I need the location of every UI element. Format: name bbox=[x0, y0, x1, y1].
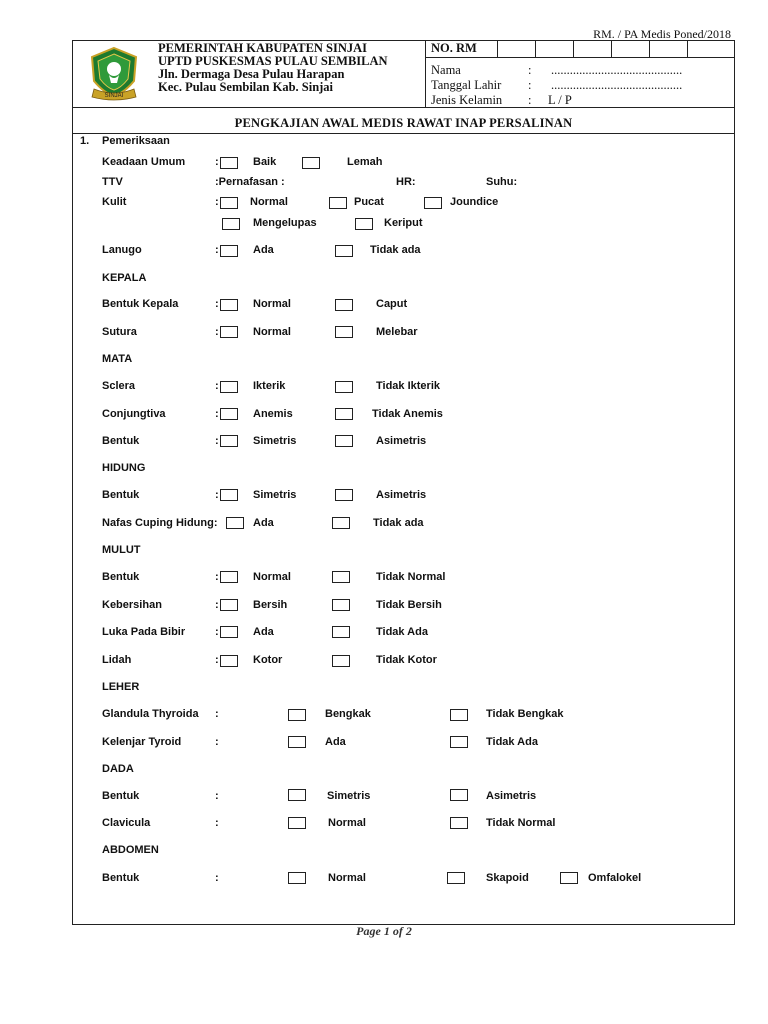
nama-label: Nama bbox=[431, 63, 461, 77]
org-line-3: Jln. Dermaga Desa Pulau Harapan bbox=[158, 67, 345, 81]
dada-asimetris-checkbox[interactable] bbox=[450, 789, 468, 801]
luka-bibir-sep: : bbox=[215, 626, 219, 638]
org-line-1: PEMERINTAH KABUPATEN SINJAI bbox=[158, 41, 368, 55]
melebar-checkbox[interactable] bbox=[335, 326, 353, 338]
nafas-cuping-label: Nafas Cuping Hidung: bbox=[102, 517, 218, 529]
sclera-label: Sclera bbox=[102, 380, 136, 392]
dada-simetris-label: Simetris bbox=[327, 790, 371, 802]
luka-bibir-label: Luka Pada Bibir bbox=[102, 626, 186, 638]
luka-bibir-ada-label: Ada bbox=[253, 626, 274, 638]
kulit-label: Kulit bbox=[102, 196, 127, 208]
abdomen-normal-checkbox[interactable] bbox=[288, 872, 306, 884]
pernafasan-label: :Pernafasan : bbox=[215, 176, 285, 188]
tidak-anemis-checkbox[interactable] bbox=[335, 408, 353, 420]
header-divider bbox=[425, 40, 426, 107]
tidak-ikterik-label: Tidak Ikterik bbox=[376, 380, 440, 392]
omfalokel-label: Omfalokel bbox=[588, 872, 642, 884]
clavicula-tidak-normal-checkbox[interactable] bbox=[450, 817, 468, 829]
clavicula-normal-checkbox[interactable] bbox=[288, 817, 306, 829]
kelenjar-tidak-ada-label: Tidak Ada bbox=[486, 736, 538, 748]
mengelupas-label: Mengelupas bbox=[253, 217, 317, 229]
kepala-normal-checkbox[interactable] bbox=[220, 299, 238, 311]
title-bottom-line bbox=[72, 133, 735, 134]
omfalokel-checkbox[interactable] bbox=[560, 872, 578, 884]
kebersihan-sep: : bbox=[215, 599, 219, 611]
dada-simetris-checkbox[interactable] bbox=[288, 789, 306, 801]
mengelupas-checkbox[interactable] bbox=[222, 218, 240, 230]
tidak-bengkak-checkbox[interactable] bbox=[450, 709, 468, 721]
tanggal-lahir-sep: : bbox=[528, 78, 532, 92]
skapoid-checkbox[interactable] bbox=[447, 872, 465, 884]
section-number: 1. bbox=[80, 135, 90, 147]
rm-digit-cell[interactable] bbox=[535, 40, 573, 57]
suhu-label: Suhu: bbox=[486, 176, 518, 188]
bentuk-mulut-label: Bentuk bbox=[102, 571, 140, 583]
hidung-asimetris-label: Asimetris bbox=[376, 489, 427, 501]
clavicula-sep: : bbox=[215, 817, 219, 829]
header-bottom-line bbox=[72, 107, 735, 108]
melebar-label: Melebar bbox=[376, 326, 418, 338]
pucat-checkbox[interactable] bbox=[329, 197, 347, 209]
caput-label: Caput bbox=[376, 298, 408, 310]
abdomen-heading: ABDOMEN bbox=[102, 844, 159, 856]
hidung-heading: HIDUNG bbox=[102, 462, 146, 474]
mulut-normal-label: Normal bbox=[253, 571, 291, 583]
clavicula-normal-label: Normal bbox=[328, 817, 366, 829]
bentuk-kepala-label: Bentuk Kepala bbox=[102, 298, 179, 310]
abdomen-normal-label: Normal bbox=[328, 872, 366, 884]
bengkak-label: Bengkak bbox=[325, 708, 371, 720]
rm-digit-cell[interactable] bbox=[573, 40, 611, 57]
glandula-sep: : bbox=[215, 708, 219, 720]
luka-bibir-ada-checkbox[interactable] bbox=[220, 626, 238, 638]
nama-field[interactable]: .......................................... bbox=[551, 63, 683, 77]
mulut-tidak-normal-checkbox[interactable] bbox=[332, 571, 350, 583]
baik-label: Baik bbox=[253, 156, 277, 168]
org-line-4: Kec. Pulau Sembilan Kab. Sinjai bbox=[158, 80, 334, 94]
anemis-checkbox[interactable] bbox=[220, 408, 238, 420]
bengkak-checkbox[interactable] bbox=[288, 709, 306, 721]
hidung-asimetris-checkbox[interactable] bbox=[335, 489, 353, 501]
clavicula-label: Clavicula bbox=[102, 817, 151, 829]
form-frame bbox=[72, 40, 735, 925]
luka-bibir-tidak-ada-label: Tidak Ada bbox=[376, 626, 428, 638]
jenis-kelamin-sep: : bbox=[528, 93, 532, 107]
bentuk-hidung-label: Bentuk bbox=[102, 489, 140, 501]
kulit-sep: : bbox=[215, 196, 219, 208]
lanugo-label: Lanugo bbox=[102, 244, 142, 256]
conjungtiva-label: Conjungtiva bbox=[102, 408, 166, 420]
nafas-cuping-tidak-ada-checkbox[interactable] bbox=[332, 517, 350, 529]
ttv-label: TTV bbox=[102, 176, 123, 188]
tidak-anemis-label: Tidak Anemis bbox=[372, 408, 443, 420]
kelenjar-sep: : bbox=[215, 736, 219, 748]
hidung-simetris-label: Simetris bbox=[253, 489, 297, 501]
sinjai-logo bbox=[84, 45, 144, 103]
keadaan-umum-label: Keadaan Umum bbox=[102, 156, 186, 168]
mulut-heading: MULUT bbox=[102, 544, 141, 556]
page-number: Page 1 of 2 bbox=[356, 924, 412, 938]
anemis-label: Anemis bbox=[253, 408, 293, 420]
ikterik-checkbox[interactable] bbox=[220, 381, 238, 393]
mata-heading: MATA bbox=[102, 353, 133, 365]
sutura-normal-checkbox[interactable] bbox=[220, 326, 238, 338]
bentuk-mulut-sep: : bbox=[215, 571, 219, 583]
keadaan-umum-sep: : bbox=[215, 156, 219, 168]
tidak-kotor-checkbox[interactable] bbox=[332, 655, 350, 667]
pucat-label: Pucat bbox=[354, 196, 384, 208]
sutura-label: Sutura bbox=[102, 326, 137, 338]
kelenjar-label: Kelenjar Tyroid bbox=[102, 736, 182, 748]
bentuk-abdomen-label: Bentuk bbox=[102, 872, 140, 884]
joundice-checkbox[interactable] bbox=[424, 197, 442, 209]
kepala-heading: KEPALA bbox=[102, 272, 147, 284]
tidak-bersih-label: Tidak Bersih bbox=[376, 599, 442, 611]
nafas-cuping-ada-label: Ada bbox=[253, 517, 274, 529]
lidah-sep: : bbox=[215, 654, 219, 666]
bentuk-hidung-sep: : bbox=[215, 489, 219, 501]
nafas-cuping-ada-checkbox[interactable] bbox=[226, 517, 244, 529]
kelenjar-ada-checkbox[interactable] bbox=[288, 736, 306, 748]
kebersihan-label: Kebersihan bbox=[102, 599, 162, 611]
bentuk-abdomen-sep: : bbox=[215, 872, 219, 884]
glandula-label: Glandula Thyroida bbox=[102, 708, 199, 720]
hr-label: HR: bbox=[396, 176, 416, 188]
bentuk-kepala-sep: : bbox=[215, 298, 219, 310]
tidak-kotor-label: Tidak Kotor bbox=[376, 654, 437, 666]
section-label: Pemeriksaan bbox=[102, 135, 170, 147]
jenis-kelamin-label: Jenis Kelamin bbox=[431, 93, 503, 107]
kulit-normal-label: Normal bbox=[250, 196, 288, 208]
conjungtiva-sep: : bbox=[215, 408, 219, 420]
dada-heading: DADA bbox=[102, 763, 134, 775]
keriput-label: Keriput bbox=[384, 217, 423, 229]
leher-heading: LEHER bbox=[102, 681, 140, 693]
bentuk-mata-label: Bentuk bbox=[102, 435, 140, 447]
kepala-normal-label: Normal bbox=[253, 298, 291, 310]
rm-digit-cell[interactable] bbox=[687, 40, 735, 57]
rm-digit-cell[interactable] bbox=[497, 40, 535, 57]
tidak-ikterik-checkbox[interactable] bbox=[335, 381, 353, 393]
lanugo-ada-checkbox[interactable] bbox=[220, 245, 238, 257]
mata-simetris-checkbox[interactable] bbox=[220, 435, 238, 447]
clavicula-tidak-normal-label: Tidak Normal bbox=[486, 817, 556, 829]
bentuk-dada-label: Bentuk bbox=[102, 790, 140, 802]
dada-asimetris-label: Asimetris bbox=[486, 790, 537, 802]
nama-sep: : bbox=[528, 63, 532, 77]
keriput-checkbox[interactable] bbox=[355, 218, 373, 230]
ikterik-label: Ikterik bbox=[253, 380, 286, 392]
luka-bibir-tidak-ada-checkbox[interactable] bbox=[332, 626, 350, 638]
tidak-bersih-checkbox[interactable] bbox=[332, 599, 350, 611]
bentuk-mata-sep: : bbox=[215, 435, 219, 447]
rm-digit-cell[interactable] bbox=[649, 40, 687, 57]
jenis-kelamin-field[interactable]: L / P bbox=[548, 93, 572, 107]
kotor-label: Kotor bbox=[253, 654, 283, 666]
bersih-label: Bersih bbox=[253, 599, 288, 611]
org-line-2: UPTD PUSKESMAS PULAU SEMBILAN bbox=[158, 54, 388, 68]
skapoid-label: Skapoid bbox=[486, 872, 529, 884]
caput-checkbox[interactable] bbox=[335, 299, 353, 311]
kelenjar-ada-label: Ada bbox=[325, 736, 346, 748]
kelenjar-tidak-ada-checkbox[interactable] bbox=[450, 736, 468, 748]
bentuk-dada-sep: : bbox=[215, 790, 219, 802]
lemah-checkbox[interactable] bbox=[302, 157, 320, 169]
joundice-label: Joundice bbox=[450, 196, 499, 208]
bersih-checkbox[interactable] bbox=[220, 599, 238, 611]
rm-digit-cell[interactable] bbox=[611, 40, 649, 57]
sutura-sep: : bbox=[215, 326, 219, 338]
baik-checkbox[interactable] bbox=[220, 157, 238, 169]
mata-simetris-label: Simetris bbox=[253, 435, 297, 447]
mata-asimetris-checkbox[interactable] bbox=[335, 435, 353, 447]
mulut-tidak-normal-label: Tidak Normal bbox=[376, 571, 446, 583]
lidah-label: Lidah bbox=[102, 654, 132, 666]
mulut-normal-checkbox[interactable] bbox=[220, 571, 238, 583]
hidung-simetris-checkbox[interactable] bbox=[220, 489, 238, 501]
no-rm-label: NO. RM bbox=[431, 41, 477, 55]
tanggal-lahir-label: Tanggal Lahir bbox=[431, 78, 502, 92]
lanugo-tidak-ada-checkbox[interactable] bbox=[335, 245, 353, 257]
tanggal-lahir-field[interactable]: .......................................... bbox=[551, 78, 683, 92]
tidak-bengkak-label: Tidak Bengkak bbox=[486, 708, 564, 720]
kulit-normal-checkbox[interactable] bbox=[220, 197, 238, 209]
nafas-cuping-tidak-ada-label: Tidak ada bbox=[373, 517, 424, 529]
sclera-sep: : bbox=[215, 380, 219, 392]
no-rm-bottom-line bbox=[425, 57, 735, 58]
lemah-label: Lemah bbox=[347, 156, 383, 168]
mata-asimetris-label: Asimetris bbox=[376, 435, 427, 447]
sutura-normal-label: Normal bbox=[253, 326, 291, 338]
form-title: PENGKAJIAN AWAL MEDIS RAWAT INAP PERSALINAN bbox=[234, 116, 573, 130]
svg-text:SINJAI: SINJAI bbox=[104, 93, 124, 99]
kotor-checkbox[interactable] bbox=[220, 655, 238, 667]
lanugo-sep: : bbox=[215, 244, 219, 256]
lanugo-ada-label: Ada bbox=[253, 244, 274, 256]
document-code: RM. / PA Medis Poned/2018 bbox=[593, 27, 731, 41]
lanugo-tidak-ada-label: Tidak ada bbox=[370, 244, 421, 256]
